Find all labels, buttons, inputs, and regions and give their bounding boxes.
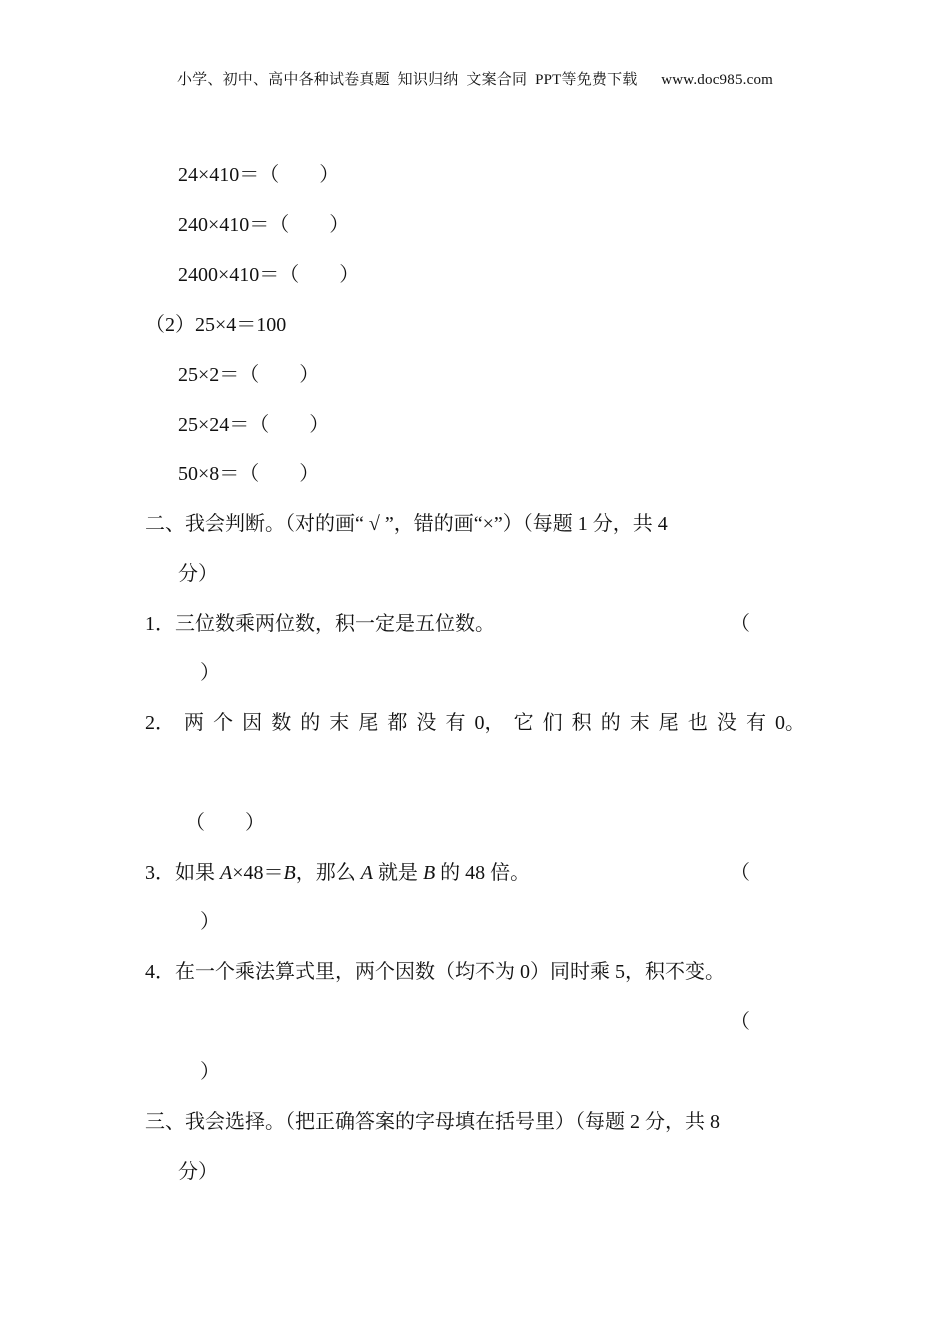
section-title: 三、我会选择。（把正确答案的字母填在括号里）（每题 2 分，共 8	[145, 1111, 720, 1133]
question-text: 4．在一个乘法算式里，两个因数（均不为 0）同时乘 5，积不变。	[145, 961, 725, 983]
answer-bracket[interactable]: （ ）	[185, 812, 265, 834]
answer-bracket-open[interactable]: （	[730, 613, 750, 635]
char: 们	[542, 712, 563, 734]
text: ，那么	[295, 862, 361, 884]
char: 它	[513, 712, 534, 734]
text: ×48＝	[232, 862, 284, 884]
equation-line: 2400×410＝（ ）	[178, 264, 360, 286]
char: 有	[445, 712, 466, 734]
char: 的	[300, 712, 321, 734]
char: 没	[716, 712, 737, 734]
char: 2．	[145, 712, 175, 734]
equation-line: 25×24＝（ ）	[178, 414, 330, 436]
question-text: 1．三位数乘两位数，积一定是五位数。	[145, 613, 495, 635]
answer-bracket-open[interactable]: （	[730, 862, 750, 884]
variable: B	[422, 862, 436, 884]
given-equation: （2）25×4＝100	[145, 314, 287, 336]
section-title-continued: 分）	[178, 1161, 218, 1183]
text: 就是	[372, 862, 423, 884]
char: 末	[329, 712, 350, 734]
char: 因	[242, 712, 263, 734]
variable: B	[283, 862, 296, 884]
equation-line: 240×410＝（ ）	[178, 214, 350, 236]
page-header: 小学、初中、高中各种试卷真题 知识归纳 文案合同 PPT等免费下载 www.doc985.com	[176, 72, 774, 88]
section-title: 二、我会判断。（对的画“ √ ”，错的画“×”）（每题 1 分，共 4	[145, 513, 668, 535]
variable: A	[220, 862, 233, 884]
char: 两	[184, 712, 205, 734]
question-text	[145, 711, 805, 735]
char: 也	[687, 712, 708, 734]
char: 没	[416, 712, 437, 734]
char: 数	[271, 712, 292, 734]
question-text	[145, 861, 530, 885]
char: 的	[600, 712, 621, 734]
text: 的 48 倍。	[435, 862, 531, 884]
char: 有	[745, 712, 766, 734]
answer-bracket-close[interactable]: ）	[200, 1061, 220, 1083]
char: 尾	[658, 712, 679, 734]
char: 0，	[474, 712, 505, 734]
char: 个	[213, 712, 234, 734]
answer-bracket-open[interactable]: （	[730, 1011, 750, 1033]
variable: A	[360, 862, 373, 884]
equation-line: 24×410＝（ ）	[178, 164, 340, 186]
equation-line: 25×2＝（ ）	[178, 364, 320, 386]
answer-bracket-close[interactable]: ）	[200, 662, 220, 684]
equation-line: 50×8＝（ ）	[178, 463, 320, 485]
char: 都	[387, 712, 408, 734]
char: 末	[629, 712, 650, 734]
char: 积	[571, 712, 592, 734]
char: 尾	[358, 712, 379, 734]
char: 0。	[774, 712, 805, 734]
text: 3．如果	[145, 862, 220, 884]
section-title-continued: 分）	[178, 563, 218, 585]
answer-bracket-close[interactable]: ）	[200, 911, 220, 933]
